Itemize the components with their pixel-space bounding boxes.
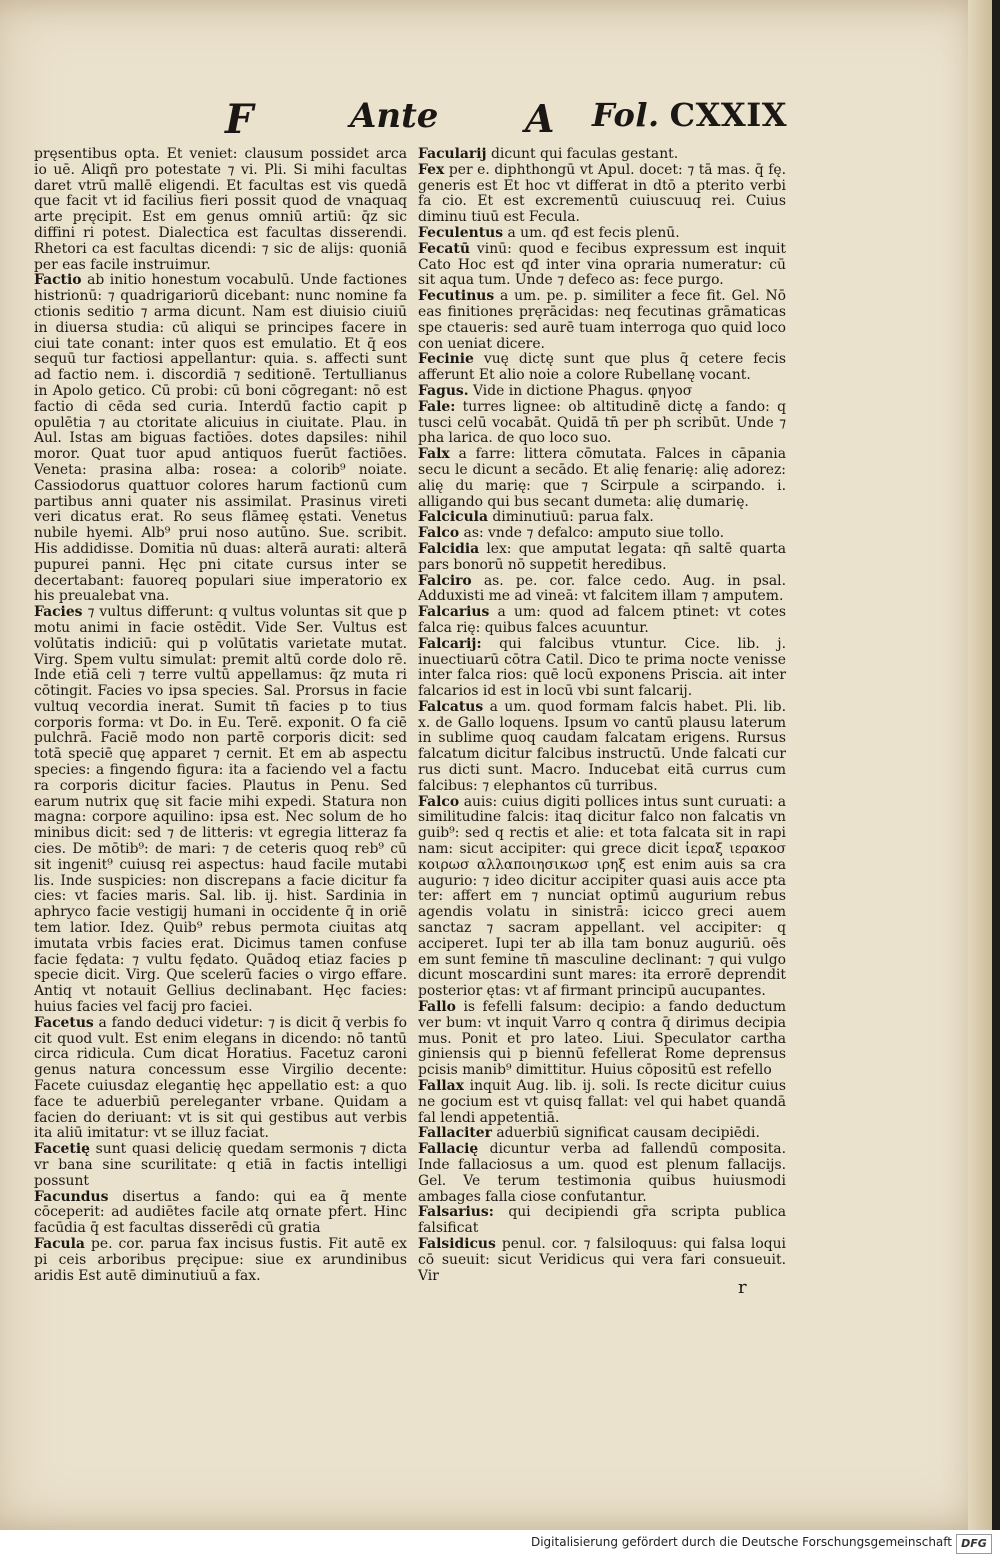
dfg-logo: DFG [956, 1534, 992, 1554]
entry-text: qui decipiendi gr̄a scripta publica falsificat [418, 1204, 786, 1237]
entry-text: lex: que amputat legata: qn̄ saltē quarta pars bonorū nō suppetit heredibus. [418, 540, 786, 573]
entry-text: aduerbiū significat causam decipiēdi. [496, 1125, 760, 1142]
entry-lemma: Falcarius [418, 604, 490, 621]
entry-text: a farre: littera cōmutata. Falces in cāpania secu le dicunt a secādo. Et alię fenarię: alię adorez: alię du marię: que ⁊ Scirpule a scirpando. i. alligando qui bus secant dumeta: alię dumarię. [418, 446, 786, 510]
entry-text: vinū: quod e fecibus expressum est inquit Cato Hoc est qđ inter vina opraria numeratur: cū sit aqua tum. Unde ⁊ defeco as: fece purgo. [418, 240, 786, 289]
entry-text: a fando deduci videtur: ⁊ is dicit q̄ verbis fo cit quod vult. Est enim elegans in dicendo: nō tantū circa ridicula. Cum dicat Horatius. Facetuz caroni genus natura concessum esse Virgilio decente: Facete cuiusdaz elegantię hęc appellatio est: a quo face te aduerbiū pereleganter vrbane. Quidam a facien do deriuant: vt is sit qui gestibus aut verbis ita aliū imitatur: vt se illuz faciat. [34, 1014, 407, 1142]
dictionary-entry [418, 384, 786, 400]
entry-lemma: Facies [34, 604, 83, 621]
entry-text: auis: cuius digiti pollices intus sunt curuati: a similitudine falcis: itaq dicitur falco non falcatis vn guib⁹: sed q rectis et alie: et tota falcata sit in rapi nam: sicut accipiter: qui grece dicit ἱεραξ ιερακοσ κοιρωσ αλλαποιησικωσ ιρηξ est enim auis sa cra augurio: ⁊ ideo dicitur accipiter quasi auis acce pta ter: affert em ⁊ nunciat optimū augurium rebus agendis volatu in sinistrā: icicco greci auem sanctaz ⁊ sacram appellant. vel accipiter: q acciperet. Iupi ter ab illa tam bonuz auguriū. oēs em sunt femine tn̄ masculine declinant: ⁊ qui vulgo dicunt moscardini sunt mares: ita errorē deprendit posterior ętas: vt af firmant principū aucupantes. [418, 793, 787, 1000]
entry-text: sunt quasi delicię quedam sermonis ⁊ dicta vr bana sine scurilitate: q etiā in factis intelligi possunt [34, 1141, 407, 1189]
entry-text: turres lignee: ob altitudinē dictę a fando: q tusci celū vocabāt. Quidā tn̄ per ph scribūt. Unde ⁊ pha larica. de quo loco suo. [418, 398, 786, 447]
dictionary-entry [418, 1079, 786, 1126]
entry-lemma: Facularij [418, 146, 487, 162]
entry-lemma: Falcarij: [418, 635, 482, 652]
entry-lemma: Fecatū [418, 240, 470, 257]
dictionary-entry [418, 352, 786, 384]
dictionary-entry [418, 574, 786, 606]
entry-text: qui falcibus vtuntur. Cice. lib. j. inuectiuarū cōtra Catil. Dico te prima nocte venisse inter falca rios: quē locū exponens Priscia. ait inter falcarios id est in locū vbi sunt falcarij. [418, 635, 786, 700]
entry-lemma: Fale: [418, 398, 456, 415]
dictionary-entry [418, 1142, 786, 1205]
folio-label: Fol. [592, 96, 660, 134]
entry-text: pręsentibus opta. Et veniet: clausum possidet arca io uē. Aliqñ pro potestate ⁊ vi. Pli. Si mihi facultas daret vtrū mallē eligendi. Et facultas est vis quedā que facit vt id facilius fieri possit quod de vnaquaq arte pręcipit. Est em genus omniū artiū: q̄z sic diffini ri potest. Dialectica est facultas disserendi. Rhetori ca est facultas dicendi: ⁊ sic de alijs: quoniā per eas facile instruimur. [34, 146, 407, 273]
entry-lemma: Fecutinus [418, 288, 495, 305]
entry-lemma: Fex [418, 161, 445, 178]
entry-text: penul. cor. ⁊ falsiloquus: qui falsa loqui cō sueuit: sicut Veridicus qui vera fari consueuit. Vir [418, 1235, 786, 1284]
entry-lemma: Fallo [418, 999, 456, 1016]
entry-lemma: Falco [418, 525, 460, 542]
entry-text: as: vnde ⁊ defalco: amputo siue tollo. [463, 525, 725, 542]
entry-lemma: Falcidia [418, 540, 480, 557]
entry-lemma: Fecinie [418, 351, 474, 368]
entry-text: as. pe. cor. falce cedo. Aug. in psal. Adduxisti me ad vineā: vt falcitem illam ⁊ amputem. [418, 572, 787, 605]
entry-text: inquit Aug. lib. ij. soli. Is recte dicitur cuius ne gocium est vt quisq fallat: vel qui habet quandā fal lendi appetentiā. [418, 1078, 786, 1126]
entry-lemma: Fallacię [418, 1141, 479, 1158]
entry-text: a um: quod ad falcem ptinet: vt cotes falca rię: quibus falces acuuntur. [418, 604, 787, 636]
entry-lemma: Falcicula [418, 509, 488, 526]
signature-mark: r [738, 1277, 747, 1298]
dictionary-entry [418, 700, 786, 795]
left-column [34, 147, 407, 1284]
entry-lemma: Fallaciter [418, 1125, 492, 1142]
dictionary-entry [418, 526, 786, 542]
right-column [418, 147, 786, 1284]
dictionary-entry [34, 1190, 407, 1237]
entry-text: vuę dictę sunt que plus q̄ cetere fecis afferunt Et alio noie a colore Rubellanę vocant. [418, 351, 786, 384]
header-word: Ante [350, 96, 439, 136]
dictionary-entry [418, 163, 786, 226]
entry-text: a um. pe. p. similiter a fece fit. Gel. Nō eas finitiones pręrācidas: neq fecutinas grāmaticas spe ctaueris: sed aurē tuam interroga quo quid loco con ueniat dicere. [418, 288, 787, 352]
dictionary-entry [418, 637, 786, 700]
dictionary-entry [418, 510, 786, 526]
entry-lemma: Fagus. [418, 382, 469, 399]
entry-lemma: Falcatus [418, 698, 484, 715]
entry-text: per e. diphthongū vt Apul. docet: ⁊ tā mas. q̄ fę. generis est Et hoc vt differat in dtō a pterito verbi fa cio. Et est excrementū cuiuscuuq rei. Cuius diminu tiuū est Fecula. [418, 161, 787, 226]
entry-lemma: Falciro [418, 572, 472, 589]
dictionary-entry [34, 147, 407, 273]
page-edge [968, 0, 992, 1530]
dictionary-entry [418, 226, 786, 242]
dictionary-entry [418, 605, 786, 637]
dictionary-entry [418, 1126, 786, 1142]
entry-lemma: Feculentus [418, 224, 504, 241]
dictionary-entry [34, 1016, 407, 1142]
entry-text: diminutiuū: parua falx. [492, 509, 654, 526]
entry-lemma: Falsarius: [418, 1204, 494, 1221]
dictionary-entry [34, 1142, 407, 1189]
dictionary-entry [418, 289, 786, 352]
dictionary-entry [418, 795, 786, 1000]
entry-lemma: Facula [34, 1235, 85, 1252]
entry-lemma: Facetię [34, 1141, 90, 1158]
entry-lemma: Facundus [34, 1188, 109, 1205]
entry-text: ab initio honestum vocabulū. Unde factiones histrionū: ⁊ quadrigariorū dicebant: nunc nomine fa ctionis seditio ⁊ arma dicunt. Nam est diuisio ciuiū in diuersa studia: cū aliqui se principes facere in ciui tate conant: inter quos est emulatio. Et q̄ eos sequū tur factiosi appellantur: quia. s. affecti sunt ad factio nem. i. discordiā ⁊ seditionē. Tertullianus in Apolo getico. Cū probi: cū boni cōgregant: nō est factio di cēda sed curia. Interdū factio capit p opulētia ⁊ au ctoritate alicuius in ciuitate. Plau. in Aul. Istas am biguas factiōes. dotes dapsiles: nihil moror. Quat tuor apud antiquos fuerūt factiōes. Veneta: prasina alba: rosea: a colorib⁹ noiate. Cassiodorus quattuor colores harum factionū cum partibus anni quater nis assimilat. Prasinus vireti veri dicatus erat. Ro seus flāmeę ęstati. Venetus nubile hyemi. Alb⁹ prui noso autūno. Sue. scribit. His addidisse. Domitia nū duas: alterā aurati: alterā pupurei panni. Hęc pni citate cursus inter se decertabant: fauoreq populari siue imperatorio ex his preualebat vna. [34, 272, 408, 605]
entry-text: ⁊ vultus differunt: q vultus voluntas sit que p motu animi in facie ostēdit. Vide Ser. Vultus est volūtatis indiciū: qui p volūtatis varietate mutat. Virg. Spem vultu simulat: premit altū corde dolo rē. Inde etiā celi ⁊ terre vultū appellamus: q̄z muta ri cōtingit. Facies vo ipsa species. Sal. Prorsus in facie vultuq vecordia inerat. Sumit tn̄ facies p to tius corporis forma: vt Do. in Eu. Terē. exponit. O fa ciē pulchrā. Faciē modo non partē corporis dicit: sed totā speciē quę apparet ⁊ cernit. Et em ab aspectu species: a fingendo figura: ita a faciendo vel a factu ra corporis dicitur facies. Plautus in Penu. Sed earum nutrix quę sit facie mihi expedi. Statura non magna: corpore aquilino: ipsa est. Nec solum de ho minibus dicit: sed ⁊ de litteris: vt egregia litteraz fa cies. De mōtib⁹: de mari: ⁊ de ceteris quoq reb⁹ cū sit ingenit⁹ cuiusq rei aspectus: haud facile mutabi lis. Inde suspicies: non discrepans a facie dicitur fa cies: vt facies maris. Sal. lib. ij. hist. Sardinia in aphryco facie vestigij humani in occidente q̄ in oriē tem latior. Idez. Quib⁹ rebus permota ciuitas atq imutata vrbis facies erat. Dicimus tamen confuse facie fędata: ⁊ vultu fędato. Quādoq etiaz facies p specie dicit. Virg. Que scelerū facies o virgo effare. Antiq vt notauit Gellius declinabant. Hęc facies: huius facies vel facij pro faciei. [34, 604, 408, 1016]
entry-text: is fefelli falsum: decipio: a fando deductum ver bum: vt inquit Varro q contra q̄ dirimus decipia mus. Ponit et pro lateo. Liui. Speculator cartha giniensis qui p biennū fefellerat Rome deprensus pcisis manib⁹ dimittitur. Huius cōpositū est refello [418, 999, 787, 1079]
dictionary-entry [418, 147, 786, 163]
entry-text: dicunt qui faculas gestant. [490, 146, 679, 162]
entry-lemma: Falsidicus [418, 1235, 496, 1252]
header-letter-right: A [525, 96, 555, 141]
folio-number [592, 96, 787, 134]
entry-lemma: Factio [34, 272, 82, 289]
dictionary-entry [34, 1237, 407, 1284]
entry-text: Vide in dictione Phagus. φηγοσ [473, 382, 693, 399]
dictionary-entry [418, 400, 786, 447]
dictionary-entry [418, 447, 786, 510]
entry-text: disertus a fando: qui ea q̄ mente cōceperit: ad audiētes facile atq ornate pfert. Hinc facūdia q̄ est facultas disserēdi cū gratia [34, 1188, 407, 1237]
entry-lemma: Fallax [418, 1078, 464, 1095]
footer-credit: Digitalisierung gefördert durch die Deutsche Forschungsgemeinschaft [530, 1535, 952, 1549]
dictionary-entry [418, 1237, 786, 1284]
entry-text: a um. qđ est fecis plenū. [507, 224, 680, 241]
header-letter-left: F [225, 96, 254, 143]
dictionary-entry [34, 273, 407, 605]
dictionary-entry [418, 1000, 786, 1079]
entry-text: a um. quod formam falcis habet. Pli. lib. x. de Gallo loquens. Ipsum vo cantū plausu laterum in sublime quoq caudam falcatam erigens. Rursus falcatum dicitur falcibus instructū. Unde falcati cur rus dicti sunt. Macro. Inducebat eitā currus cum falcibus: ⁊ elephantos cū turribus. [418, 698, 786, 794]
dictionary-entry [418, 542, 786, 574]
dictionary-entry [418, 242, 786, 289]
entry-lemma: Falco [418, 793, 460, 810]
dictionary-entry [34, 605, 407, 1016]
dictionary-entry [418, 1205, 786, 1237]
footer-bar [0, 1530, 1000, 1557]
entry-lemma: Falx [418, 446, 450, 463]
entry-lemma: Facetus [34, 1014, 94, 1031]
running-header [0, 96, 992, 146]
entry-text: dicuntur verba ad fallendū composita. Inde fallaciosus a um. quod est plenum fallacijs. Gel. Ve terum testimonia quibus huiusmodi ambages falla ciose confutantur. [418, 1141, 786, 1205]
folio-roman: CXXIX [669, 96, 788, 134]
entry-text: pe. cor. parua fax incisus fustis. Fit autē ex pi ceis arboribus pręcipue: siue ex arundinibus aridis Est autē diminutiuū a fax. [34, 1235, 407, 1284]
